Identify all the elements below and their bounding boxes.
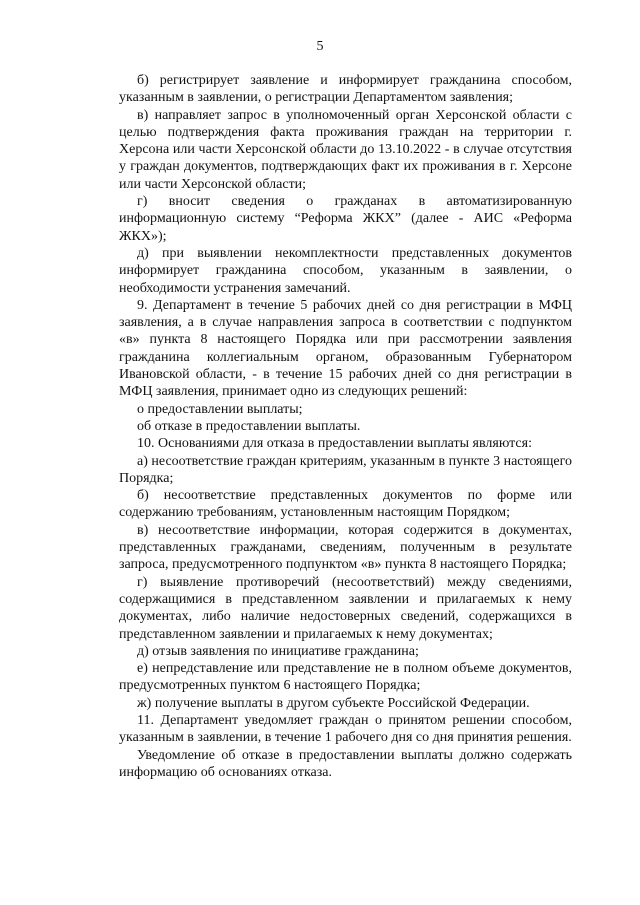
paragraph-11: 11. Департамент уведомляет граждан о принятом решении способом, указанным в заявлении, в течение 1 рабочего дня со дня принятия решения. bbox=[119, 712, 572, 746]
paragraph-9-option-refuse: об отказе в предоставлении выплаты. bbox=[137, 418, 361, 434]
paragraph-8v: в) направляет запрос в уполномоченный орган Херсонской области с целью подтверждения факта проживания граждан на территории г. Херсона или части Херсонской области до 13.10.2022 - в случае отсутствия у граждан документов, подтверждающих факт их проживания в г. Херсоне или части Херсонской области; bbox=[119, 107, 572, 192]
paragraph-10b: б) несоответствие представленных документов по форме или содержанию требованиям, установленным настоящим Порядком; bbox=[119, 488, 572, 521]
paragraph-10v: в) несоответствие информации, которая содержится в документах, представленных гражданами, сведениям, полученным в результате запроса, предусмотренного подпунктом «в» пункта 8 настоящего Порядка; bbox=[119, 522, 572, 573]
paragraph-8g: г) вносит сведения о гражданах в автоматизированную информационную систему “Реформа ЖКХ” (далее - АИС «Реформа ЖКХ»); bbox=[119, 194, 572, 244]
paragraph-10e: е) непредставление или представление не в полном объеме документов, предусмотренных пунктом 6 настоящего Порядка; bbox=[119, 661, 572, 694]
paragraph-8b: б) регистрирует заявление и информирует гражданина способом, указанным в заявлении, о регистрации Департаментом заявления; bbox=[119, 73, 572, 106]
paragraph-10zh: ж) получение выплаты в другом субъекте Российской Федерации. bbox=[137, 695, 530, 711]
paragraph-11-refusal-notice: Уведомление об отказе в предоставлении выплаты должно содержать информацию об основаниях отказа. bbox=[119, 747, 572, 780]
document-body bbox=[119, 72, 572, 781]
paragraph-10g: г) выявление противоречий (несоответствий) между сведениями, содержащимися в представленном заявлении и прилагаемых к нему документах, либо наличие недостоверных сведений, содержащихся в представленном заявлении и прилагаемых к нему документах; bbox=[119, 574, 572, 642]
paragraph-9: 9. Департамент в течение 5 рабочих дней со дня регистрации в МФЦ заявления, а в случае направления запроса в соответствии с подпунктом «в» пункта 8 настоящего Порядка или при рассмотрении заявления гражданина коллегиальным органом, образованным Губернатором Ивановской области, - в течение 15 рабочих дней со дня регистрации в МФЦ заявления, принимает одно из следующих решений: bbox=[119, 297, 572, 400]
paragraph-8d: д) при выявлении некомплектности представленных документов информирует гражданина способом, указанным в заявлении, о необходимости устранения замечаний. bbox=[119, 245, 572, 296]
paragraph-10a: а) несоответствие граждан критериям, указанным в пункте 3 настоящего Порядка; bbox=[119, 453, 572, 486]
paragraph-9-option-grant: о предоставлении выплаты; bbox=[137, 401, 303, 417]
page-number: 5 bbox=[316, 39, 324, 54]
paragraph-10: 10. Основаниями для отказа в предоставлении выплаты являются: bbox=[137, 436, 532, 452]
paragraph-10d: д) отзыв заявления по инициативе гражданина; bbox=[137, 643, 419, 659]
